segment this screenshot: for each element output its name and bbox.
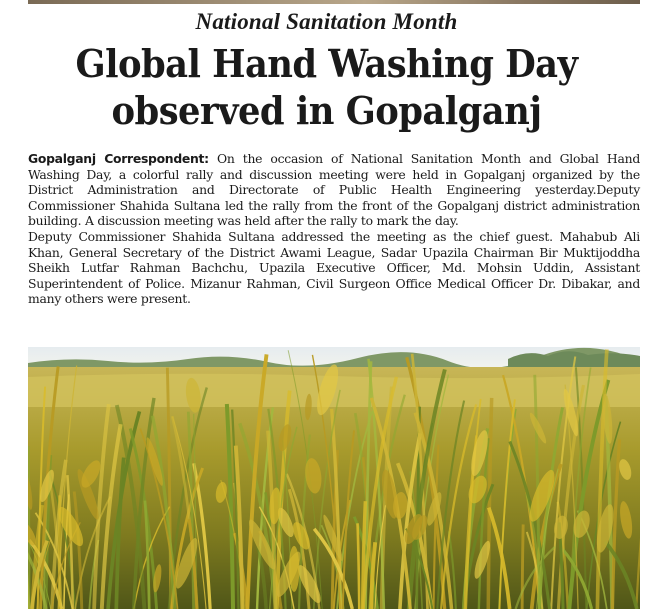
rice-field-photo bbox=[28, 347, 640, 609]
article-body bbox=[28, 151, 640, 307]
section-kicker: National Sanitation Month bbox=[195, 9, 458, 34]
top-photo-strip bbox=[28, 0, 640, 4]
paragraph-1-text: On the occasion of National Sanitation Month and Global Hand Washing Day, a colorful rally and discussion meeting were held in Gopalganj organized by the District Administration and Directorate of Public Health Engineering yesterday.Deputy Commissioner Shahida Sultana led the rally from the front of the Gopalganj district administration building. A discussion meeting was held after the rally to mark the day. bbox=[28, 151, 640, 229]
paragraph-2: Deputy Commissioner Shahida Sultana addressed the meeting as the chief guest. Mahabub Ali Khan, General Secretary of the District Awami League, Sadar Upazila Chairman Bir Muktijoddha Sheikh Lutfar Rahman Bachchu, Upazila Executive Officer, Md. Mohsin Uddin, Assistant Superintendent of Police. Mizanur Rahman, Civil Surgeon Office Medical Officer Dr. Dibakar, and many others were present. bbox=[28, 228, 640, 307]
headline bbox=[23, 40, 630, 134]
rice-field-image bbox=[28, 347, 640, 609]
headline-line-1: Global Hand Washing Day bbox=[75, 41, 578, 86]
paragraph-1 bbox=[28, 151, 640, 229]
headline-line-2: observed in Gopalganj bbox=[111, 88, 542, 133]
byline: Gopalganj Correspondent: bbox=[28, 151, 209, 166]
